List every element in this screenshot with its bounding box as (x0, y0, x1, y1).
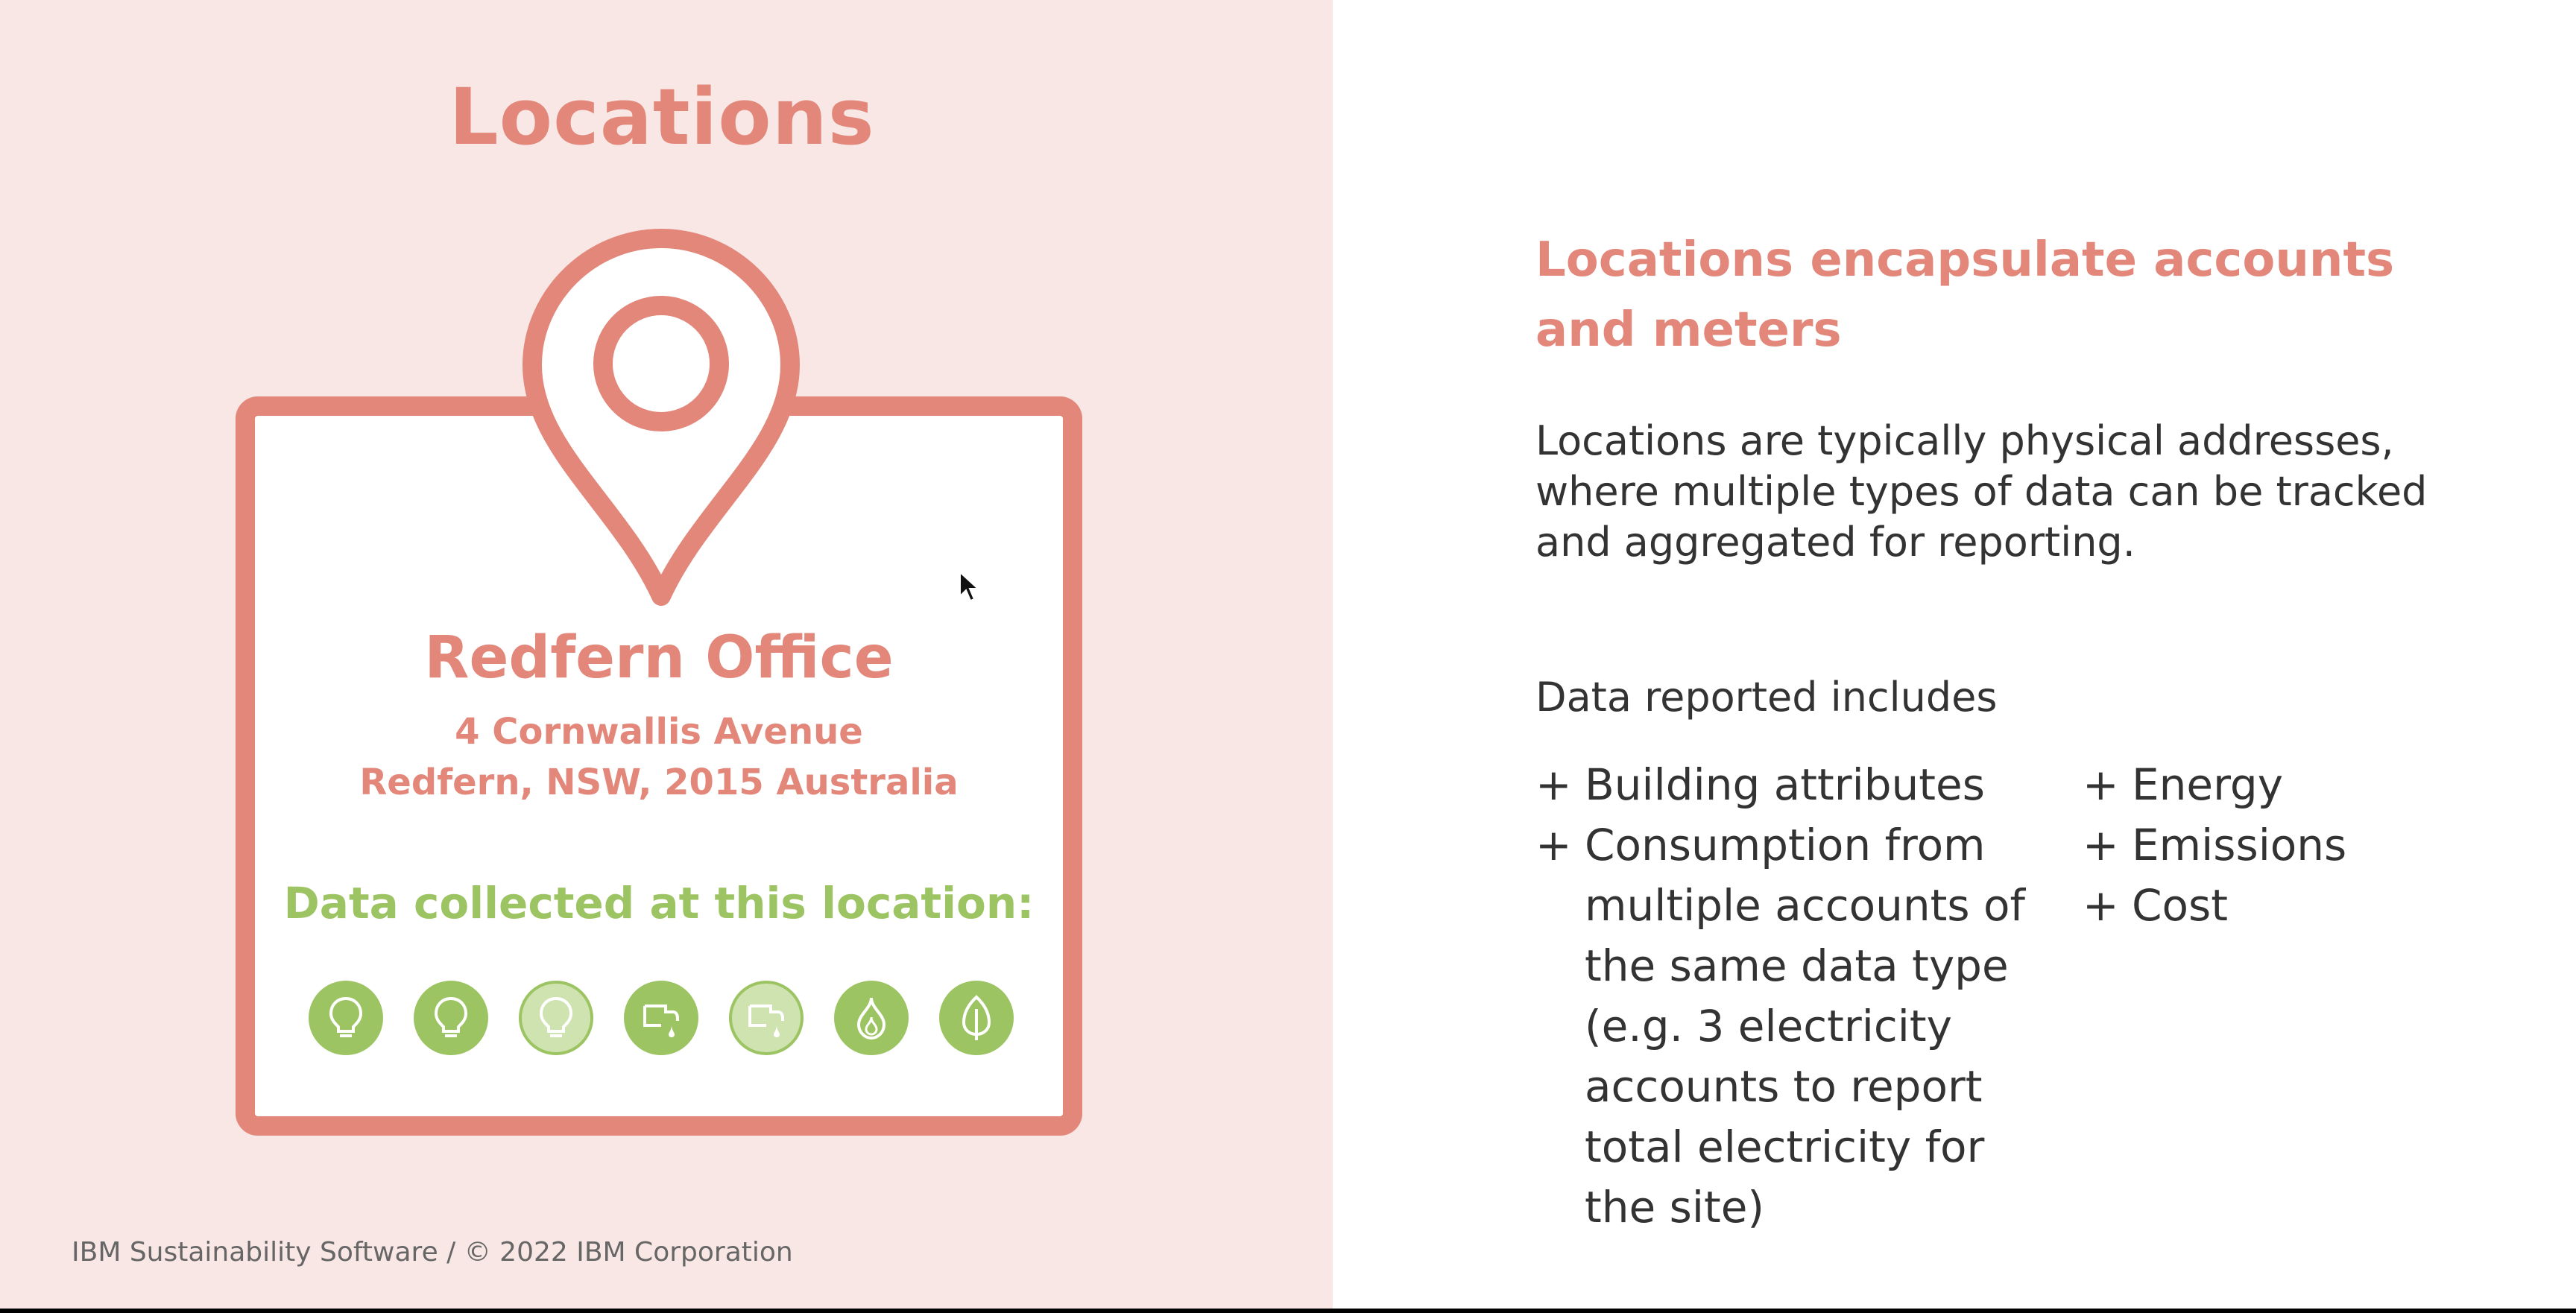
water-tap-icon (624, 981, 698, 1055)
plus-bullet: + (2083, 759, 2119, 810)
data-reported-label: Data reported includes (1535, 674, 1998, 721)
list-item-text: Building attributes (1585, 759, 1985, 810)
office-name: Redfern Office (424, 624, 894, 692)
address-line-1: 4 Cornwallis Avenue (455, 711, 863, 753)
plus-bullet: + (1535, 759, 1572, 810)
lightbulb-icon (414, 981, 488, 1055)
right-description: Locations are typically physical addresses, where multiple types of data can be tracked and aggregated for reporting. (1535, 417, 2428, 566)
address-line-2: Redfern, NSW, 2015 Australia (359, 762, 959, 803)
data-reported-list-left (1535, 755, 2057, 1238)
list-item-text: Consumption from multiple accounts of the same data type (e.g. 3 electricity accounts to report total electricity for the site) (1585, 820, 2025, 1233)
leaf-icon (939, 981, 1014, 1055)
mouse-cursor-icon (959, 571, 981, 604)
list-item-text: Emissions (2132, 820, 2347, 870)
list-item (1535, 755, 2057, 815)
plus-bullet: + (2083, 820, 2119, 870)
plus-bullet: + (1535, 820, 1572, 870)
list-item (2083, 755, 2455, 815)
water-tap-icon (729, 981, 804, 1055)
slide-footer: IBM Sustainability Software / © 2022 IBM Corporation (72, 1237, 793, 1268)
right-heading: Locations encapsulate accounts and meters (1535, 232, 2395, 358)
flame-drop-icon (834, 981, 909, 1055)
lightbulb-icon (519, 981, 593, 1055)
location-pin-icon (516, 224, 806, 611)
slide-title: Locations (449, 72, 875, 162)
list-item-text: Cost (2132, 880, 2228, 931)
lightbulb-icon (309, 981, 383, 1055)
data-collected-heading: Data collected at this location: (283, 878, 1035, 928)
data-icon-row (309, 981, 1017, 1058)
list-item-text: Energy (2132, 759, 2284, 810)
list-item (1535, 815, 2057, 1238)
data-reported-list-right (2083, 755, 2455, 936)
plus-bullet: + (2083, 880, 2119, 931)
bottom-bar (0, 1309, 2576, 1313)
list-item (2083, 876, 2455, 936)
list-item (2083, 815, 2455, 876)
